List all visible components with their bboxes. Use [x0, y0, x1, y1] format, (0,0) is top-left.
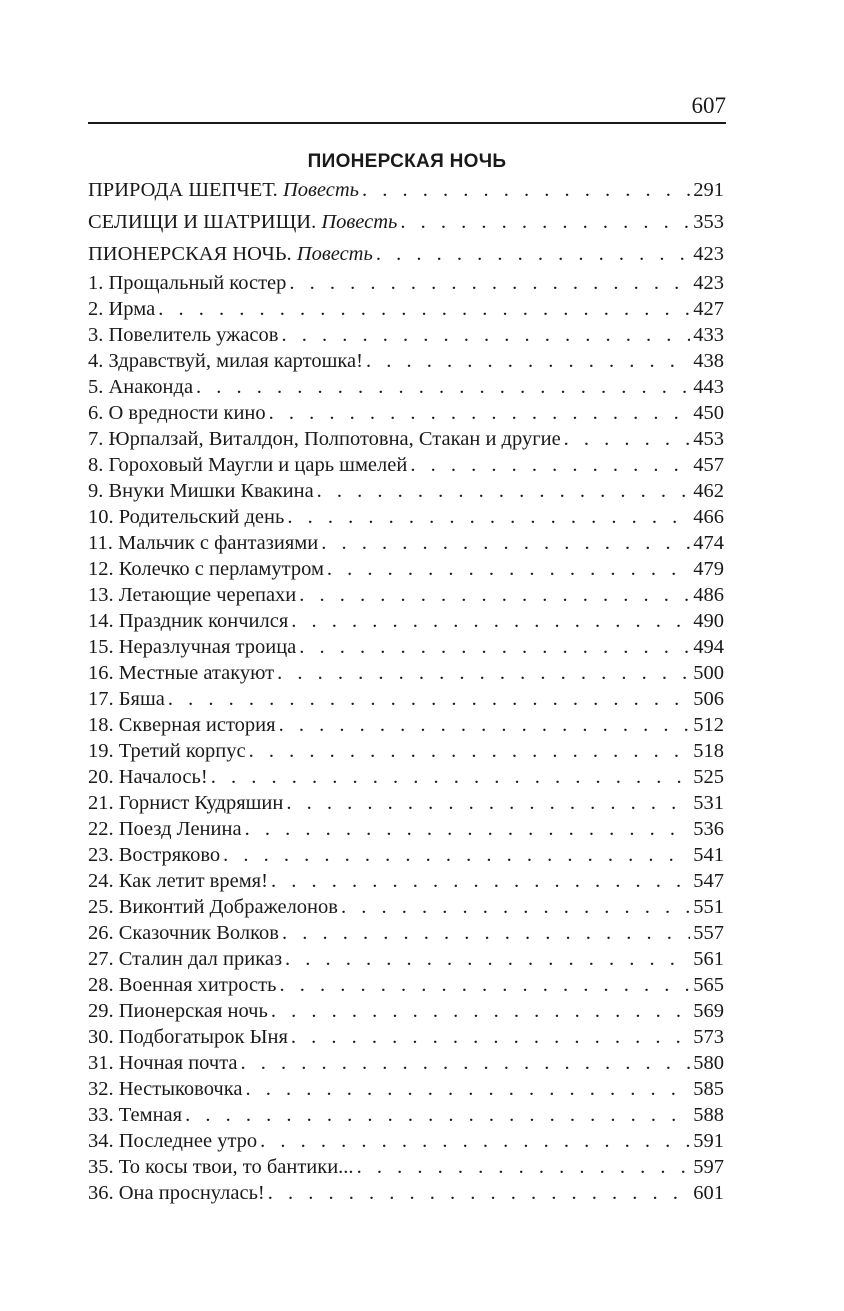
toc-chapter-entry [88, 738, 724, 764]
toc-story-entry [88, 206, 724, 238]
toc-entry-page: 569 [693, 1000, 724, 1022]
toc-dot-leader [260, 1128, 690, 1154]
toc-entry-title [88, 478, 314, 504]
toc-chapter-entry [88, 686, 724, 712]
toc-entry-title-text: 20. Началось! [88, 766, 208, 788]
toc-entry-title [88, 920, 279, 946]
toc-entry-title-text: СЕЛИЩИ И ШАТРИЩИ. [88, 211, 317, 233]
toc-entry-title [88, 1050, 238, 1076]
toc-chapter-entry [88, 1180, 724, 1206]
toc-chapter-entry [88, 504, 724, 530]
toc-chapter-entry [88, 868, 724, 894]
toc-entry-page: 457 [693, 454, 724, 476]
toc-entry-title-text: 22. Поезд Ленина [88, 818, 242, 840]
page-number: 607 [691, 93, 726, 118]
toc-entry-title [88, 842, 220, 868]
toc-entry-page: 443 [693, 376, 724, 398]
toc-chapter-entry [88, 478, 724, 504]
toc-entry-page: 490 [693, 610, 724, 632]
toc-entry-title-text: 10. Родительский день [88, 506, 285, 528]
toc-entry-title [88, 790, 283, 816]
toc-entry-title-text: 6. О вредности кино [88, 402, 266, 424]
toc-entry-title-text: 23. Востряково [88, 844, 221, 866]
toc-dot-leader [341, 894, 690, 920]
toc-entry-title-text: 3. Повелитель ужасов [88, 324, 279, 346]
toc-entry-title [88, 686, 165, 712]
toc-chapter-entry [88, 400, 724, 426]
toc-chapter-entry [88, 764, 724, 790]
toc-chapter-entry [88, 608, 724, 634]
toc-dot-leader [362, 174, 690, 206]
toc-chapter-entry [88, 426, 724, 452]
toc-chapter-entry [88, 530, 724, 556]
toc-entry-title [88, 816, 242, 842]
toc-chapter-entry [88, 1154, 724, 1180]
toc-entry-page: 423 [693, 243, 724, 265]
toc-entry-title-text: 18. Скверная история [88, 714, 276, 736]
toc-entry-title [88, 972, 276, 998]
toc-entry-page: 591 [693, 1130, 724, 1152]
toc-dot-leader [287, 504, 690, 530]
toc-entry-title [88, 660, 274, 686]
header-rule [88, 122, 726, 124]
toc-chapter-entry [88, 270, 724, 296]
toc-story-entry [88, 174, 724, 206]
toc-entry-title [88, 374, 193, 400]
toc-entry-title-text: 8. Гороховый Маугли и царь шмелей [88, 454, 408, 476]
toc-entry-title-text: 24. Как летит время! [88, 870, 268, 892]
toc-entry-title [88, 400, 266, 426]
toc-dot-leader [564, 426, 691, 452]
toc-dot-leader [410, 452, 690, 478]
toc-entry-page: 433 [693, 324, 724, 346]
toc-entry-title [88, 1024, 288, 1050]
toc-entry-page: 601 [693, 1182, 724, 1204]
toc-dot-leader [400, 206, 690, 238]
toc-dot-leader [286, 790, 690, 816]
toc-chapter-entry [88, 634, 724, 660]
toc-entry-title-text: 29. Пионерская ночь [88, 1000, 268, 1022]
toc-entry-title [88, 1180, 265, 1206]
toc-entry-title-text: 36. Она проснулась! [88, 1182, 265, 1204]
toc-entry-title [88, 764, 208, 790]
toc-entry-title [88, 712, 276, 738]
toc-dot-leader [245, 1076, 690, 1102]
toc-entry-title [88, 608, 288, 634]
toc-entry-title [88, 238, 373, 270]
toc-entry-page: 588 [693, 1104, 724, 1126]
toc-entry-page: 453 [693, 428, 724, 450]
toc-chapter-entry [88, 816, 724, 842]
toc-entry-title-text: 34. Последнее утро [88, 1130, 258, 1152]
toc-dot-leader [281, 322, 690, 348]
toc-entry-page: 580 [693, 1052, 724, 1074]
toc-entry-page: 551 [693, 896, 724, 918]
toc-chapter-entry [88, 1050, 724, 1076]
toc-entry-page: 423 [693, 272, 724, 294]
toc-entry-title [88, 634, 296, 660]
toc-chapter-entry [88, 842, 724, 868]
toc-chapter-entry [88, 1128, 724, 1154]
toc-entry-title [88, 206, 397, 238]
toc-entry-genre: Повесть [321, 211, 398, 233]
toc-entry-title [88, 582, 296, 608]
toc-chapter-entry [88, 452, 724, 478]
toc-entry-title [88, 452, 407, 478]
toc-chapter-entry [88, 790, 724, 816]
toc-entry-title [88, 504, 284, 530]
toc-dot-leader [321, 530, 690, 556]
toc-chapter-entry [88, 1102, 724, 1128]
toc-dot-leader [366, 348, 690, 374]
toc-dot-leader [291, 1024, 690, 1050]
toc-chapter-entry [88, 556, 724, 582]
toc-entry-page: 486 [693, 584, 724, 606]
toc-dot-leader [223, 842, 690, 868]
toc-entry-title [88, 946, 282, 972]
toc-entry-page: 353 [693, 211, 724, 233]
toc-entry-page: 597 [693, 1156, 724, 1178]
toc-dot-leader [291, 608, 690, 634]
toc-dot-leader [168, 686, 690, 712]
toc-entry-title-text: 30. Подбогатырок Ыня [88, 1026, 288, 1048]
toc-chapter-entry [88, 712, 724, 738]
toc-entry-page: 474 [693, 532, 724, 554]
toc-entry-title [88, 270, 286, 296]
toc-dot-leader [268, 1180, 690, 1206]
toc-entry-page: 536 [693, 818, 724, 840]
toc-chapter-entry [88, 374, 724, 400]
toc-entry-page: 479 [693, 558, 724, 580]
toc-entry-page: 450 [693, 402, 724, 424]
toc-entry-page: 466 [693, 506, 724, 528]
toc-dot-leader [241, 1050, 691, 1076]
toc-entry-title-text: 32. Нестыковочка [88, 1078, 243, 1100]
toc-entry-title-text: 35. То косы твои, то бантики... [88, 1156, 354, 1178]
toc-entry-genre: Повесть [282, 179, 359, 201]
toc-entry-page: 291 [693, 179, 724, 201]
toc-entry-page: 525 [693, 766, 724, 788]
toc-entry-title-text: ПИОНЕРСКАЯ НОЧЬ. [88, 243, 292, 265]
toc-dot-leader [285, 946, 690, 972]
toc-entry-page: 557 [693, 922, 724, 944]
toc-entry-page: 427 [693, 298, 724, 320]
toc-chapter-entry [88, 998, 724, 1024]
toc-entry-page: 531 [693, 792, 724, 814]
toc-entry-title [88, 426, 561, 452]
toc-chapter-entry [88, 322, 724, 348]
toc-entry-title [88, 556, 324, 582]
toc-entry-page: 506 [693, 688, 724, 710]
toc-entry-page: 512 [693, 714, 724, 736]
toc-entry-title-text: 14. Праздник кончился [88, 610, 289, 632]
toc-entry-title [88, 998, 268, 1024]
toc-entry-title [88, 868, 268, 894]
toc-entry-title [88, 738, 246, 764]
toc-entry-page: 573 [693, 1026, 724, 1048]
toc-dot-leader [357, 1154, 691, 1180]
toc-entry-title-text: 7. Юрпалзай, Виталдон, Полпотовна, Стакан и другие [88, 428, 561, 450]
toc-entry-title-text: 15. Неразлучная троица [88, 636, 297, 658]
toc-entry-title [88, 1128, 257, 1154]
toc-chapter-entry [88, 946, 724, 972]
toc-dot-leader [279, 972, 690, 998]
toc-dot-leader [299, 634, 690, 660]
toc-entry-title-text: 4. Здравствуй, милая картошка! [88, 350, 363, 372]
toc-entry-title-text: 13. Летающие черепахи [88, 584, 297, 606]
toc-entry-title-text: 26. Сказочник Волков [88, 922, 279, 944]
toc-chapter-entry [88, 296, 724, 322]
toc-entry-title-text: 27. Сталин дал приказ [88, 948, 283, 970]
toc-dot-leader [277, 660, 690, 686]
toc-chapter-entry [88, 660, 724, 686]
toc-entry-title [88, 296, 155, 322]
toc-story-entry [88, 238, 724, 270]
toc-entry-page: 585 [693, 1078, 724, 1100]
toc-dot-leader [327, 556, 690, 582]
toc-chapter-entry [88, 348, 724, 374]
toc-dot-leader [249, 738, 691, 764]
toc-chapter-entry [88, 920, 724, 946]
toc-dot-leader [271, 998, 690, 1024]
toc-entry-page: 518 [693, 740, 724, 762]
toc-dot-leader [245, 816, 691, 842]
toc-entry-page: 547 [693, 870, 724, 892]
section-title: ПИОНЕРСКАЯ НОЧЬ [307, 151, 507, 172]
table-of-contents [88, 174, 724, 1206]
toc-dot-leader [211, 764, 691, 790]
toc-entry-title-text: 12. Колечко с перламутром [88, 558, 324, 580]
toc-entry-page: 494 [693, 636, 724, 658]
toc-entry-title-text: ПРИРОДА ШЕПЧЕТ. [88, 179, 278, 201]
toc-chapter-entry [88, 1076, 724, 1102]
toc-entry-title [88, 530, 318, 556]
toc-entry-title-text: 25. Виконтий Дображелонов [88, 896, 338, 918]
toc-entry-title-text: 16. Местные атакуют [88, 662, 275, 684]
toc-entry-page: 500 [693, 662, 724, 684]
toc-entry-title-text: 5. Анаконда [88, 376, 194, 398]
toc-dot-leader [279, 712, 691, 738]
toc-chapter-entry [88, 1024, 724, 1050]
toc-dot-leader [289, 270, 690, 296]
toc-dot-leader [269, 400, 691, 426]
toc-dot-leader [317, 478, 691, 504]
toc-entry-title-text: 19. Третий корпус [88, 740, 246, 762]
toc-dot-leader [196, 374, 690, 400]
toc-entry-title-text: 9. Внуки Мишки Квакина [88, 480, 314, 502]
toc-entry-title-text: 21. Горнист Кудряшин [88, 792, 284, 814]
toc-dot-leader [376, 238, 690, 270]
toc-entry-title [88, 894, 338, 920]
toc-entry-page: 565 [693, 974, 724, 996]
toc-chapter-entry [88, 894, 724, 920]
toc-dot-leader [185, 1102, 690, 1128]
toc-dot-leader [282, 920, 690, 946]
toc-dot-leader [271, 868, 690, 894]
toc-chapter-entry [88, 972, 724, 998]
toc-dot-leader [299, 582, 690, 608]
toc-entry-page: 541 [693, 844, 724, 866]
toc-entry-title-text: 2. Ирма [88, 298, 156, 320]
toc-entry-title [88, 322, 278, 348]
toc-entry-page: 462 [693, 480, 724, 502]
toc-entry-title [88, 1076, 242, 1102]
toc-entry-title-text: 1. Прощальный костер [88, 272, 287, 294]
toc-entry-title [88, 174, 359, 206]
toc-entry-title [88, 1154, 354, 1180]
toc-entry-title-text: 33. Темная [88, 1104, 183, 1126]
toc-entry-title-text: 31. Ночная почта [88, 1052, 238, 1074]
toc-entry-title-text: 28. Военная хитрость [88, 974, 277, 996]
toc-entry-title [88, 348, 363, 374]
toc-dot-leader [158, 296, 690, 322]
toc-chapter-entry [88, 582, 724, 608]
toc-entry-page: 561 [693, 948, 724, 970]
toc-entry-title-text: 17. Бяша [88, 688, 165, 710]
toc-entry-title-text: 11. Мальчик с фантазиями [88, 532, 319, 554]
toc-entry-page: 438 [693, 350, 724, 372]
toc-entry-genre: Повесть [296, 243, 373, 265]
toc-entry-title [88, 1102, 182, 1128]
